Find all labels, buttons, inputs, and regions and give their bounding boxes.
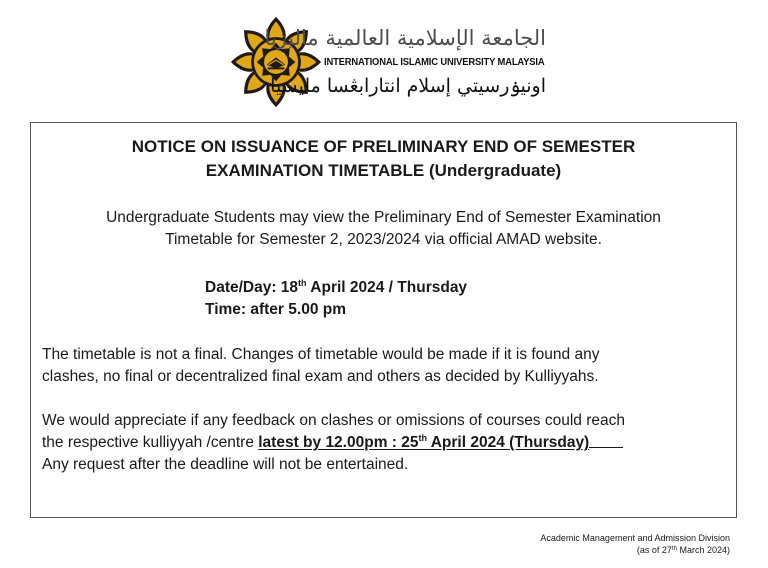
feedback-line-2-prefix: the respective kulliyyah /centre xyxy=(42,434,259,451)
deadline-underline-extension xyxy=(589,433,623,448)
release-date-ordinal: th xyxy=(298,278,307,288)
disclaimer-paragraph xyxy=(42,344,732,388)
issue-date xyxy=(540,544,730,556)
deadline-time: latest by 12.00pm : 25 xyxy=(258,434,419,451)
deadline-ordinal: th xyxy=(418,433,427,443)
notice-intro-line-1: Undergraduate Students may view the Preliminary End of Semester Examination xyxy=(106,209,661,226)
release-time: Time: after 5.00 pm xyxy=(205,301,346,318)
notice-title-line-1: NOTICE ON ISSUANCE OF PRELIMINARY END OF SEMESTER xyxy=(131,137,636,156)
university-header xyxy=(230,16,550,106)
disclaimer-line-1: The timetable is not a final. Changes of timetable would be made if it is found any xyxy=(42,346,600,363)
issuer-footer xyxy=(540,532,730,556)
issue-date-prefix: (as of 27 xyxy=(636,545,672,555)
release-date-rest: April 2024 / Thursday xyxy=(306,279,468,296)
feedback-paragraph xyxy=(42,410,732,476)
issuer-division: Academic Management and Admission Division xyxy=(540,533,730,543)
release-date xyxy=(205,277,467,299)
feedback-line-3: Any request after the deadline will not be entertained. xyxy=(42,456,409,473)
notice-title-line-2: EXAMINATION TIMETABLE (Undergraduate) xyxy=(205,161,562,180)
arabic-university-name: الجامعة الإسلامية العالمية ماليزيا xyxy=(264,26,546,50)
feedback-deadline xyxy=(258,434,589,451)
notice-intro-line-2: Timetable for Semester 2, 2023/2024 via official AMAD website. xyxy=(165,231,602,248)
university-wordmark xyxy=(264,22,548,106)
release-date-label: Date/Day: 18 xyxy=(205,279,299,296)
feedback-line-1: We would appreciate if any feedback on clashes or omissions of courses could reach xyxy=(42,412,625,429)
notice-title xyxy=(31,135,736,183)
notice-box xyxy=(30,122,737,518)
english-university-name: INTERNATIONAL ISLAMIC UNIVERSITY MALAYSIA xyxy=(324,57,545,68)
disclaimer-line-2: clashes, no final or decentralized final exam and others as decided by Kulliyyahs. xyxy=(42,368,599,385)
jawi-university-name: اونيۏرسيتي إسلام انتارابڠسا مليسيا xyxy=(270,75,546,97)
issue-date-ordinal: th xyxy=(671,546,677,552)
release-schedule xyxy=(205,277,467,321)
deadline-date: April 2024 (Thursday) xyxy=(427,434,590,451)
feedback-line-2 xyxy=(42,432,732,454)
issue-date-suffix: March 2024) xyxy=(676,545,730,555)
notice-intro xyxy=(31,207,736,251)
